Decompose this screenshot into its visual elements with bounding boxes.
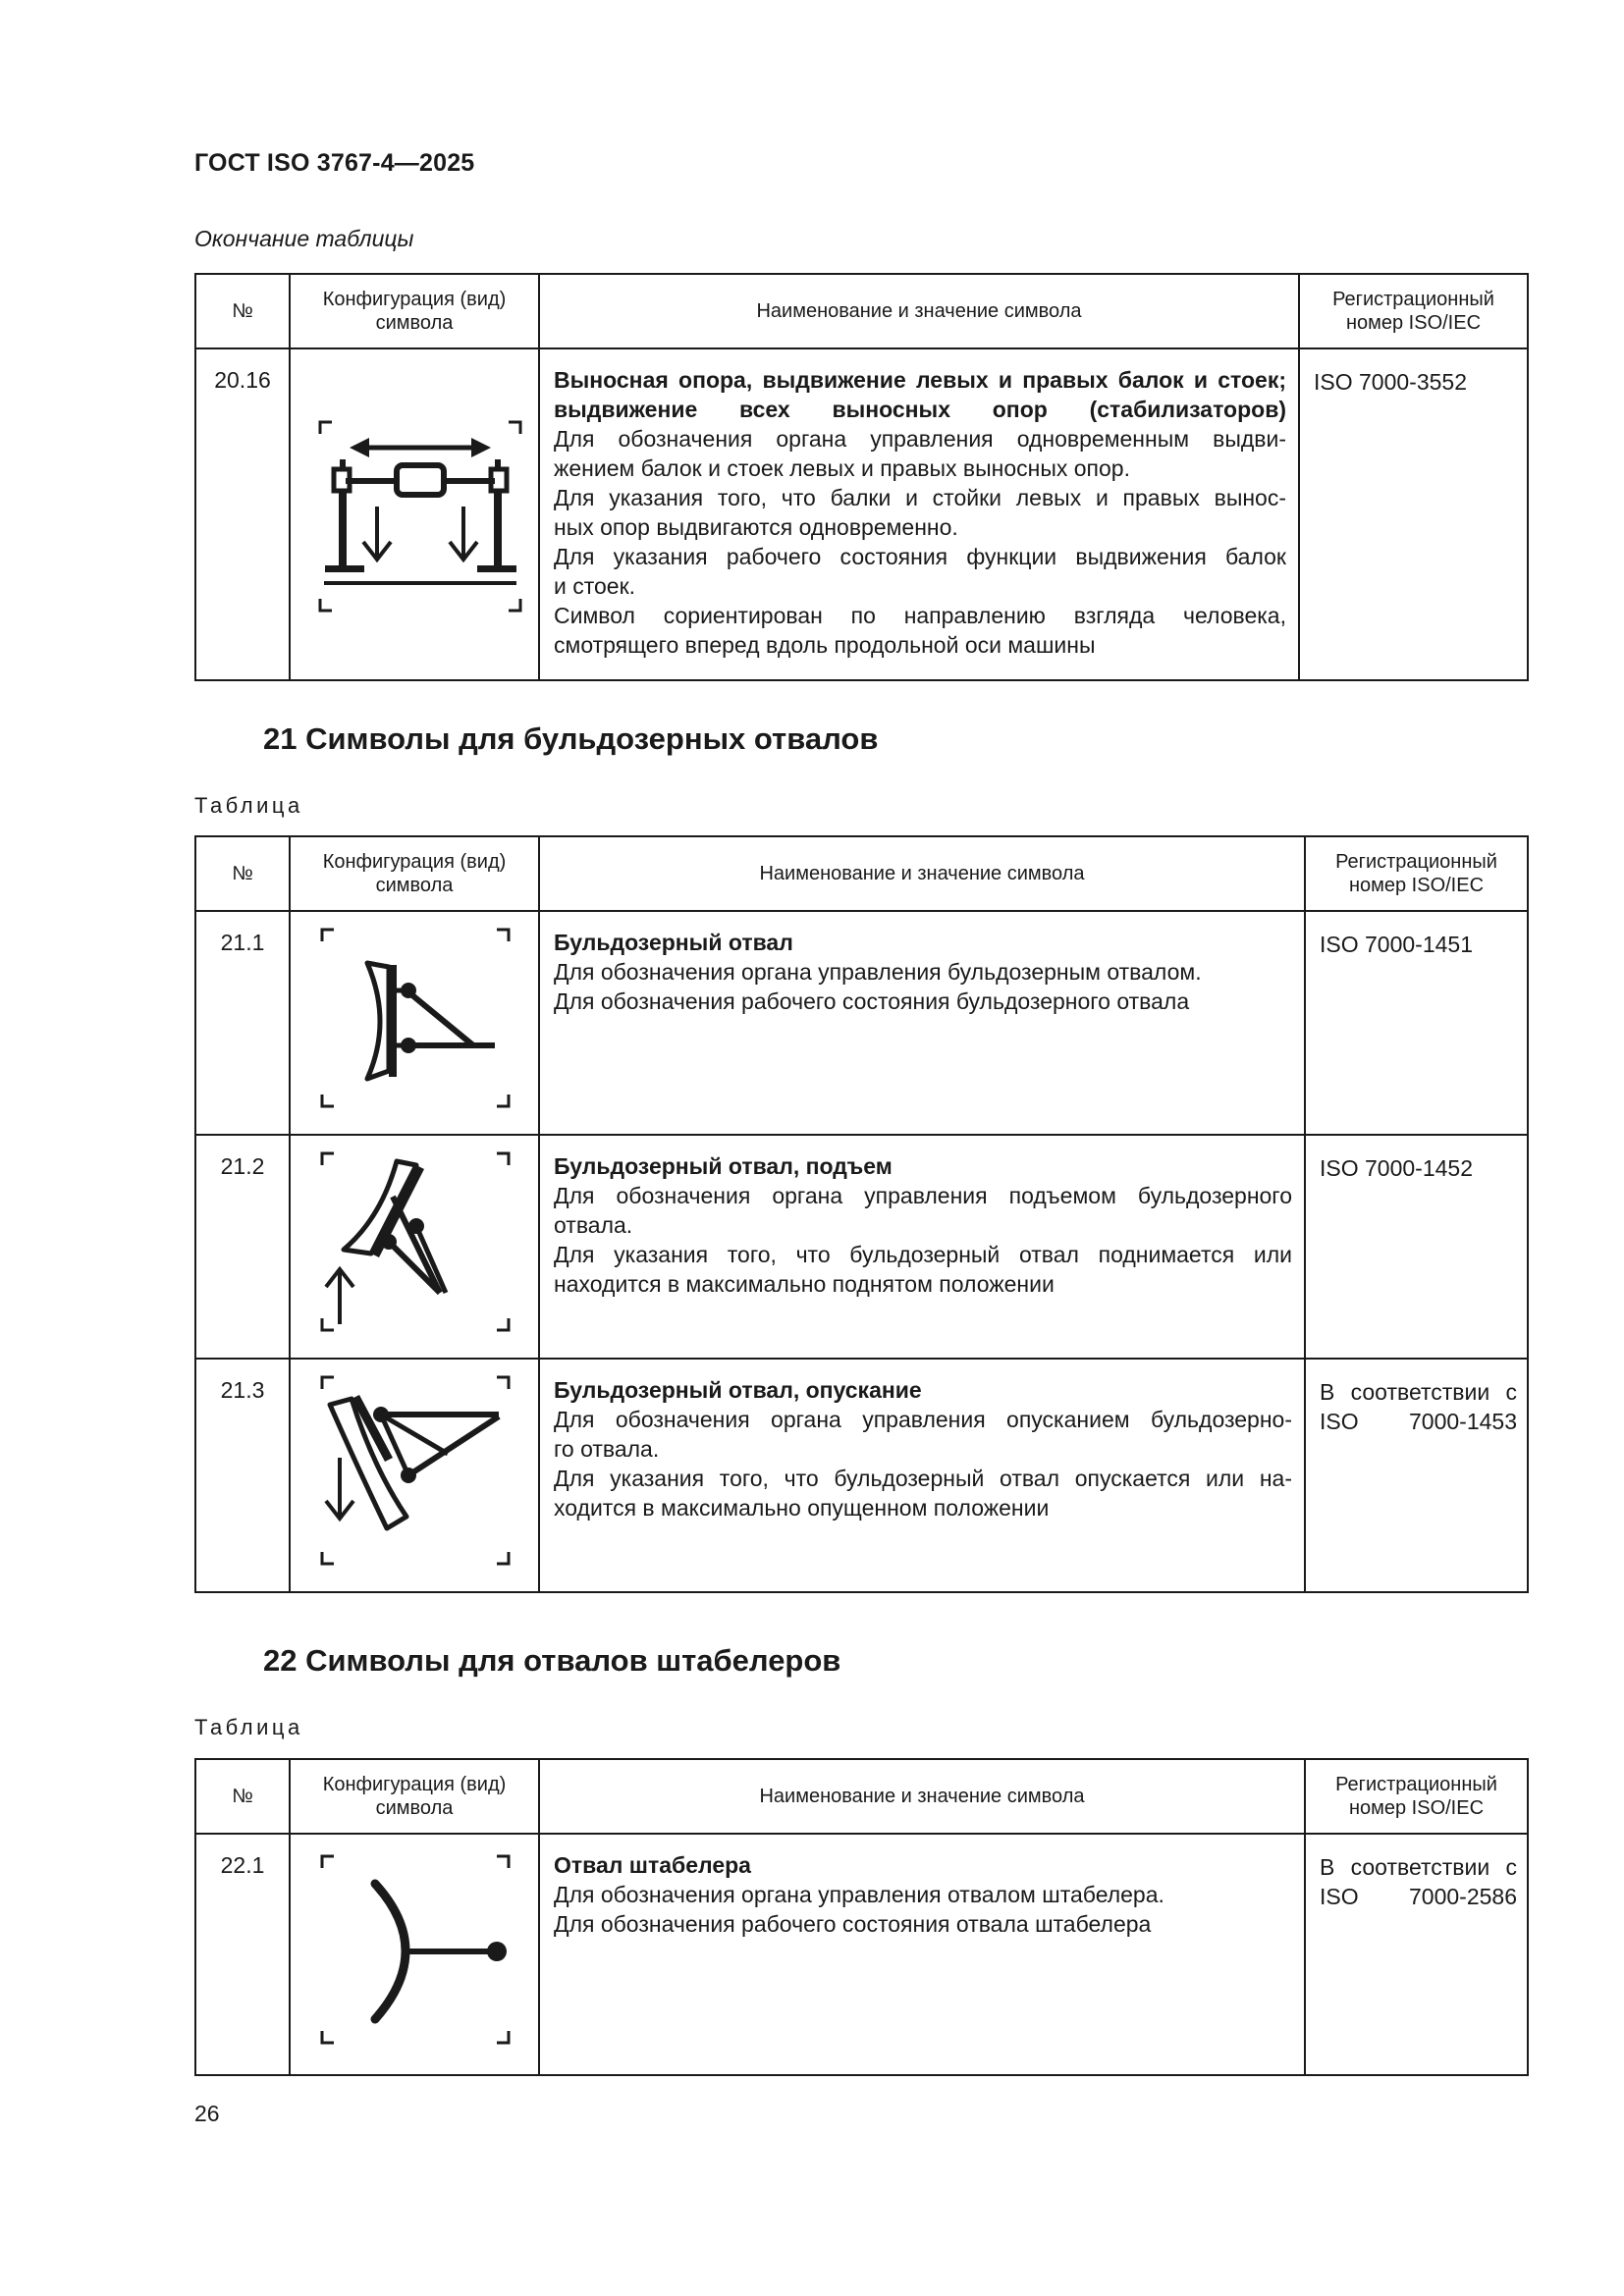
description-line: и стоек. [554,573,636,599]
row-number: 22.1 [195,1834,290,2075]
description-cell [539,348,1299,680]
description-line: находится в максимально поднятом положении [554,1271,1055,1297]
column-header-name: Наименование и значение символа [539,274,1299,348]
registration-number: ISO 7000-1452 [1305,1135,1528,1359]
column-header-number: № [195,1759,290,1834]
outrigger-extend-icon [291,349,540,681]
description-cell [539,911,1305,1135]
dozer-blade-icon [291,912,540,1136]
symbol-cell [290,1135,539,1359]
description-line: Для указания того, что балки и стойки левых и правых вынос- [554,485,1286,510]
symbol-cell [290,1834,539,2075]
table-row [195,1359,1528,1592]
table-label-22: Таблица [194,1715,303,1739]
registration-number: В соответствии с ISO 7000-2586 [1305,1834,1528,2075]
symbols-table-continuation [194,273,1529,681]
table-header-row [195,274,1528,348]
table-header-row [195,1759,1528,1834]
description-line: Для обозначения органа управления отвалом штабелера. [554,1882,1164,1907]
column-header-registration: Регистрационный номер ISO/IEC [1305,1759,1528,1834]
description-line: жением балок и стоек левых и правых выносных опор. [554,455,1130,481]
row-number: 21.3 [195,1359,290,1592]
description-line: го отвала. [554,1436,660,1462]
column-header-name: Наименование и значение символа [539,836,1305,911]
row-number: 21.1 [195,911,290,1135]
description-line: смотрящего вперед вдоль продольной оси машины [554,632,1096,658]
column-header-registration: Регистрационный номер ISO/IEC [1305,836,1528,911]
symbol-cell [290,911,539,1135]
table-header-row [195,836,1528,911]
table-row [195,348,1528,680]
symbol-name: Выносная опора, выдвижение левых и правых балок и стоек; выдвижение всех выносных опор (стабилизаторов) [554,367,1286,422]
description-cell [539,1135,1305,1359]
description-line: ходится в максимально опущенном положении [554,1495,1050,1521]
registration-number: ISO 7000-1451 [1305,911,1528,1135]
description-line: Для обозначения рабочего состояния отвала штабелера [554,1911,1152,1937]
column-header-configuration: Конфигурация (вид) символа [290,836,539,911]
column-header-name: Наименование и значение символа [539,1759,1305,1834]
row-number: 20.16 [195,348,290,680]
description-line: Для обозначения органа управления бульдозерным отвалом. [554,959,1202,985]
description-cell [539,1834,1305,2075]
dozer-blade-raise-icon [291,1136,540,1360]
table-row [195,1834,1528,2075]
description-line: Для обозначения рабочего состояния бульдозерного отвала [554,988,1190,1014]
symbols-table-22 [194,1758,1529,2076]
description-line: Символ сориентирован по направлению взгляда человека, [554,603,1286,628]
symbol-name: Бульдозерный отвал [554,930,793,955]
column-header-number: № [195,836,290,911]
page-number: 26 [194,2101,220,2126]
dozer-blade-lower-icon [291,1360,540,1593]
description-cell [539,1359,1305,1592]
symbol-name: Бульдозерный отвал, опускание [554,1377,922,1403]
symbol-cell [290,1359,539,1592]
table-continuation-caption: Окончание таблицы [194,226,414,251]
description-line: Для указания того, что бульдозерный отвал поднимается или [554,1242,1292,1267]
section-22-title: 22 Символы для отвалов штабелеров [263,1643,841,1678]
description-line: Для указания того, что бульдозерный отвал опускается или на- [554,1466,1292,1491]
column-header-registration: Регистрационный номер ISO/IEC [1299,274,1528,348]
stacker-blade-icon [291,1835,540,2076]
registration-number: В соответствии с ISO 7000-1453 [1305,1359,1528,1592]
symbol-name: Отвал штабелера [554,1852,751,1878]
column-header-configuration: Конфигурация (вид) символа [290,274,539,348]
symbols-table-21 [194,835,1529,1593]
description-line: Для указания рабочего состояния функции выдвижения балок [554,544,1286,569]
description-line: ных опор выдвигаются одновременно. [554,514,958,540]
description-line: Для обозначения органа управления опусканием бульдозерно- [554,1407,1292,1432]
document-header: ГОСТ ISO 3767-4—2025 [194,149,475,177]
table-label-21: Таблица [194,793,303,818]
description-line: Для обозначения органа управления одновременным выдви- [554,426,1286,452]
description-line: Для обозначения органа управления подъемом бульдозерного [554,1183,1292,1208]
section-21-title: 21 Символы для бульдозерных отвалов [263,721,879,756]
table-row [195,1135,1528,1359]
column-header-configuration: Конфигурация (вид) символа [290,1759,539,1834]
symbol-name: Бульдозерный отвал, подъем [554,1153,893,1179]
description-line: отвала. [554,1212,633,1238]
column-header-number: № [195,274,290,348]
row-number: 21.2 [195,1135,290,1359]
registration-number: ISO 7000-3552 [1299,348,1528,680]
symbol-cell [290,348,539,680]
table-row [195,911,1528,1135]
